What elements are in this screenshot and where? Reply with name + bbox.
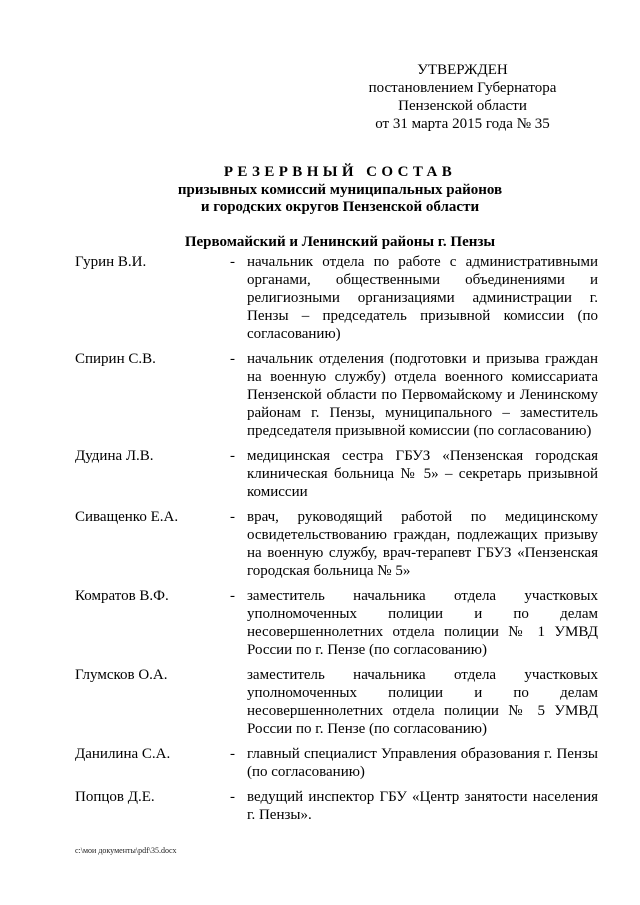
member-row [75,745,603,781]
member-role: ведущий инспектор ГБУ «Центр занятости населения г. Пензы». [247,789,598,823]
member-role: главный специалист Управления образования г. Пензы (по согласованию) [247,746,598,780]
member-name: Глумсков О.А. [75,667,168,683]
title-heading: РЕЗЕРВНЫЙ СОСТАВ [223,164,457,180]
member-dash [230,666,247,738]
member-name: Дудина Л.В. [75,448,154,464]
member-dash: - [230,254,235,270]
approval-line: от 31 марта 2015 года № 35 [375,116,550,132]
member-dash: - [230,448,235,464]
member-name: Спирин С.В. [75,351,156,367]
member-role: медицинская сестра ГБУЗ «Пензенская городская клиническая больница № 5» – секретарь призывной комиссии [247,448,598,500]
member-role: начальник отдела по работе с административными органами, общественными объединениями и религиозными организациями администрации г. Пензы – председатель призывной комиссии (по согласованию) [247,254,598,342]
member-row [75,447,603,501]
member-name: Данилина С.А. [75,746,171,762]
member-row [75,253,603,343]
member-role: начальник отделения (подготовки и призыва граждан на военную службу) отдела военного комиссариата Пензенской области по Первомайскому и Ленинскому районам г. Пензы, муниципального – заместитель председателя призывной комиссии (по согласованию) [247,351,598,439]
member-row [75,587,603,659]
file-path-footer: c:\мои документы\pdf\35.docx [75,846,177,855]
member-dash: - [230,351,235,367]
member-row [75,788,603,824]
member-name: Сиващенко Е.А. [75,509,179,525]
member-role: заместитель начальника отдела участковых уполномоченных полиции и по делам несовершеннолетних отдела полиции № 5 УМВД России по г. Пензе (по согласованию) [247,667,598,737]
member-name: Попцов Д.Е. [75,789,155,805]
member-dash: - [230,746,235,762]
approval-stamp [340,61,585,133]
member-row [75,350,603,440]
member-dash: - [230,509,235,525]
members-list [75,253,603,831]
member-role: заместитель начальника отдела участковых уполномоченных полиции и по делам несовершеннолетних отдела полиции № 1 УМВД России по г. Пензе (по согласованию) [247,588,598,658]
member-role: врач, руководящий работой по медицинскому освидетельствованию граждан, подлежащих призыву на военную службу, врач-терапевт ГБУЗ «Пензенская городская больница № 5» [247,509,598,579]
approval-line: постановлением Губернатора [368,80,557,96]
title-line: и городских округов Пензенской области [200,199,480,215]
approval-line: Пензенской области [398,98,527,114]
member-name: Комратов В.Ф. [75,588,169,604]
member-row [75,508,603,580]
document-title [40,164,640,216]
section-title: Первомайский и Ленинский районы г. Пензы [184,234,496,250]
member-dash: - [230,588,235,604]
approval-line: УТВЕРЖДЕН [417,62,508,78]
member-name: Гурин В.И. [75,254,147,270]
member-row [75,666,603,738]
title-line: призывных комиссий муниципальных районов [177,182,503,198]
member-dash: - [230,789,235,805]
